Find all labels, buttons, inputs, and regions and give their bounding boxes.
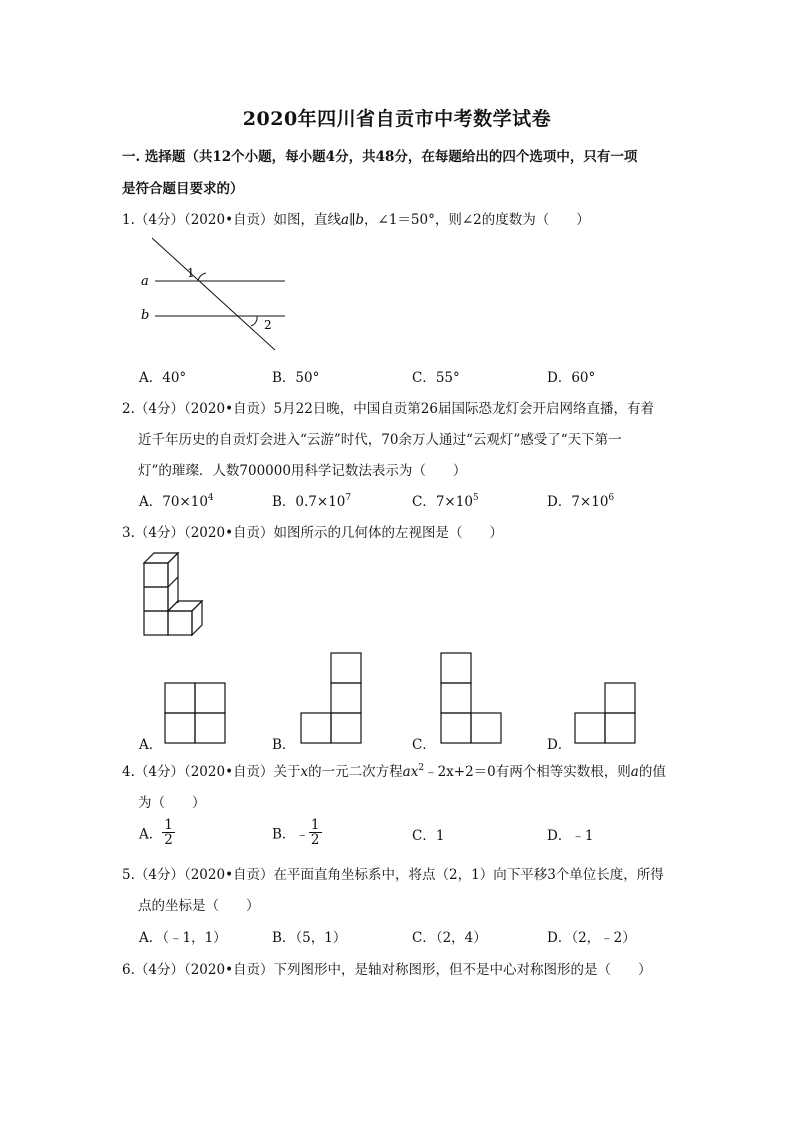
q2-option-b-label: B．0.7×10 <box>272 494 346 510</box>
q1-option-d[interactable]: D．60° <box>547 370 596 386</box>
label-a: a <box>141 274 149 289</box>
q4-option-c[interactable]: C．1 <box>412 828 445 844</box>
q1-parallel: ∥ <box>349 212 356 228</box>
section-heading-line2: 是符合题目要求的） <box>122 181 244 197</box>
q3-option-d-figure[interactable] <box>574 682 638 744</box>
q2-option-c-exp: 5 <box>472 493 479 503</box>
section-heading-line1: 一. 选择题（共12个小题，每小题4分，共48分，在每题给出的四个选项中，只有一项 <box>122 149 638 165</box>
q4-option-a-denominator: 2 <box>164 832 173 848</box>
q4-var-a: a <box>630 764 639 780</box>
angle-2-arc <box>251 316 257 326</box>
q1-rest: ，∠1＝50°，则∠2的度数为（ ） <box>364 212 590 228</box>
q4-pre: 4.（4分）（2020•自贡）关于 <box>122 764 301 780</box>
q3-option-b-figure[interactable] <box>300 652 364 744</box>
label-angle-2: 2 <box>264 318 272 332</box>
question-4-line2: 为（ ） <box>138 795 206 811</box>
q5-option-a[interactable]: A．（﹣1，1） <box>139 930 227 946</box>
q5-option-c[interactable]: C．（2，4） <box>412 930 487 946</box>
cube-front-mid <box>144 587 168 611</box>
q1-option-a[interactable]: A．40° <box>139 370 187 386</box>
q1-var-b: b <box>355 212 365 228</box>
page-title: 2020年四川省自贡市中考数学试卷 <box>242 108 552 130</box>
question-3-text: 3.（4分）（2020•自贡）如图所示的几何体的左视图是（ ） <box>122 525 504 541</box>
q1-figure <box>130 230 300 358</box>
q4-ax: ax <box>402 764 419 780</box>
question-2-line2: 近千年历史的自贡灯会进入“云游”时代，70余万人通过“云观灯”感受了“天下第一 <box>138 432 622 448</box>
q2-option-d-exp: 6 <box>608 493 615 503</box>
q2-option-b[interactable] <box>272 490 351 510</box>
cube-front-bottom <box>144 611 168 635</box>
angle-1-arc <box>198 273 206 281</box>
cube-front-top <box>144 563 168 587</box>
q2-option-c[interactable] <box>412 490 479 510</box>
q2-option-a-label: A．70×10 <box>139 494 208 510</box>
q4-option-d[interactable]: D．﹣1 <box>547 828 594 844</box>
q3-solid-figure <box>135 548 225 643</box>
question-5-line1: 5.（4分）（2020•自贡）在平面直角坐标系中，将点（2，1）向下平移3个单位长度，所得 <box>122 867 664 883</box>
q4-option-a[interactable] <box>139 818 175 847</box>
q4-mid1: 的一元二次方程 <box>308 764 403 780</box>
q4-mid2: ﹣2x+2＝0有两个相等实数根，则 <box>424 764 631 780</box>
q4-option-b-label: B．﹣ <box>272 826 309 843</box>
label-angle-1: 1 <box>187 266 195 280</box>
q4-option-a-numerator: 1 <box>164 817 173 833</box>
question-5-line2: 点的坐标是（ ） <box>138 898 260 914</box>
q4-option-a-fraction <box>162 818 175 847</box>
q4-var-x: x <box>300 764 309 780</box>
q2-option-c-label: C．7×10 <box>412 494 473 510</box>
q4-end: 的值 <box>638 764 666 780</box>
q3-option-c-label[interactable]: C． <box>412 737 436 753</box>
q2-option-d-label: D．7×10 <box>547 494 609 510</box>
transversal-line <box>152 238 275 350</box>
question-2-line1: 2.（4分）（2020•自贡）5月22日晚，中国自贡第26届国际恐龙灯会开启网络直播，有着 <box>122 401 654 417</box>
q2-option-b-exp: 7 <box>345 493 352 503</box>
q2-option-a[interactable] <box>139 490 214 510</box>
q4-option-b-denominator: 2 <box>310 832 320 848</box>
q4-option-a-label: A． <box>139 826 163 843</box>
question-6-text: 6.（4分）（2020•自贡）下列图形中，是轴对称图形，但不是中心对称图形的是（ ） <box>122 962 652 978</box>
q1-var-a: a <box>341 212 350 228</box>
q3-option-a-label[interactable]: A． <box>139 737 163 753</box>
cube-side-face-2 <box>192 601 202 635</box>
q3-option-b-label[interactable]: B． <box>272 737 296 753</box>
q1-option-c[interactable]: C．55° <box>412 370 460 386</box>
q2-option-d[interactable] <box>547 490 614 510</box>
q4-exp: 2 <box>418 763 425 773</box>
label-b: b <box>141 308 150 323</box>
question-1-text <box>122 208 590 228</box>
q4-option-b-fraction <box>309 818 322 847</box>
q2-option-a-exp: 4 <box>207 493 214 503</box>
q5-option-b[interactable]: B．（5，1） <box>272 930 347 946</box>
q4-option-b-numerator: 1 <box>310 817 320 833</box>
question-4-line1 <box>122 760 666 780</box>
question-2-line3: 灯”的璀璨．人数700000用科学记数法表示为（ ） <box>138 463 467 479</box>
q3-option-a-figure[interactable] <box>164 682 228 744</box>
q3-option-c-figure[interactable] <box>440 652 504 744</box>
q4-option-b[interactable] <box>272 818 322 847</box>
q1-option-b[interactable]: B．50° <box>272 370 320 386</box>
q1-prefix: 1.（4分）（2020•自贡）如图，直线 <box>122 212 342 228</box>
q5-option-d[interactable]: D．（2，﹣2） <box>547 930 636 946</box>
q3-option-d-label[interactable]: D． <box>547 737 572 753</box>
cube-front-right <box>168 611 192 635</box>
